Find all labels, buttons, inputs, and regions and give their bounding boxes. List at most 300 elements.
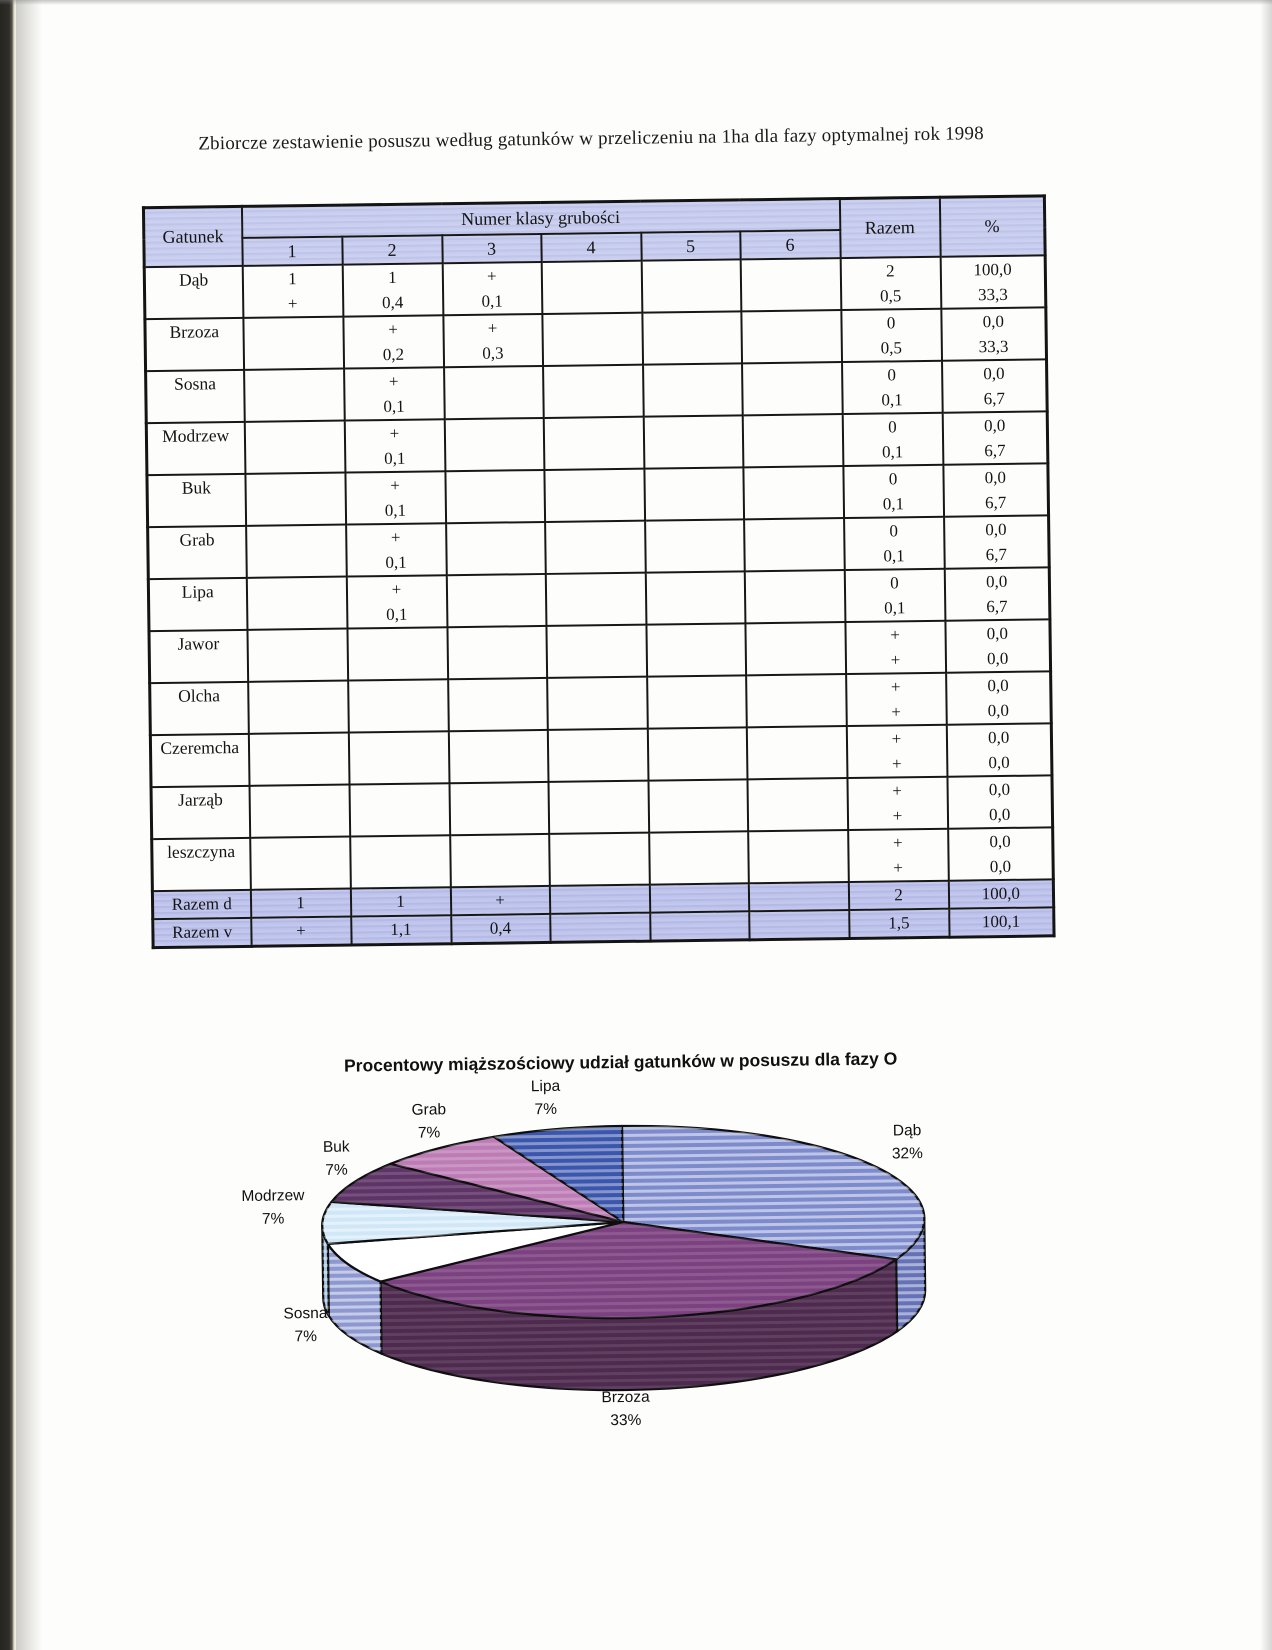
cell-line: [244, 318, 342, 344]
totals-label: Razem v: [153, 918, 251, 948]
cell-line: [545, 495, 643, 521]
class-1-cell: [244, 421, 345, 474]
cell-line: [748, 779, 846, 805]
scan-edge-artifact-left: [0, 0, 16, 1650]
percent-cell: [946, 723, 1052, 776]
cell-line: 0: [887, 365, 897, 385]
percent-cell: [945, 619, 1051, 672]
cell-line: [549, 782, 647, 808]
cell-line: 0,1: [384, 500, 407, 521]
cell-line: [645, 493, 742, 519]
cell-line: 1: [388, 267, 397, 287]
pie-label-name: Modrzew: [241, 1187, 305, 1205]
cell-line: [749, 856, 847, 882]
class-3-cell: [448, 678, 548, 731]
cell-line: [743, 415, 841, 441]
cell-line: 0,0: [983, 363, 1005, 384]
cell-line: [245, 395, 343, 421]
cell-line: +: [890, 650, 901, 670]
cell-line: [445, 419, 542, 445]
cell-line: [747, 700, 845, 726]
class-6-cell: [742, 362, 843, 415]
percent-cell: [943, 463, 1049, 516]
percent-total: 100,0: [948, 879, 1053, 908]
cell-line: 0,1: [386, 604, 408, 625]
cell-line: 0,0: [984, 467, 1007, 488]
cell-line: [350, 784, 448, 810]
cell-line: [649, 805, 746, 831]
cell-line: [650, 832, 747, 858]
pie-label-percent: 7%: [294, 1328, 318, 1346]
class-3-cell: [446, 522, 546, 575]
pie-slice-label-Buk: [323, 1136, 350, 1182]
cell-line: +: [389, 423, 400, 443]
cell-line: [449, 704, 546, 730]
cell-line: 6,7: [984, 440, 1006, 461]
species-name-cell: [150, 734, 249, 787]
cell-line: [747, 675, 845, 701]
cell-line: 0,4: [381, 292, 404, 313]
class-3-cell: [443, 314, 543, 367]
class-6-total: [748, 882, 848, 911]
class-2-cell: [350, 835, 451, 888]
cell-line: [351, 836, 449, 862]
cell-line: [249, 707, 347, 733]
class-3-cell: [450, 834, 550, 887]
cell-line: +: [891, 702, 902, 722]
cell-line: 0,0: [986, 623, 1009, 644]
cell-line: [446, 471, 543, 497]
class-5-cell: [645, 571, 745, 624]
cell-line: 0,0: [987, 675, 1009, 696]
cell-line: +: [892, 781, 903, 801]
percent-cell: [942, 359, 1048, 412]
cell-line: 0,0: [988, 804, 1011, 825]
class-2-cell: [346, 575, 447, 628]
class-1-cell: [243, 317, 344, 370]
cell-line: 0,1: [383, 396, 405, 417]
class-5-cell: [647, 727, 747, 780]
cell-line: [348, 653, 446, 679]
cell-line: 0: [888, 417, 897, 437]
col-header-klasa-2: 2: [342, 235, 442, 264]
class-5-cell: [648, 779, 748, 832]
cell-line: [544, 391, 642, 417]
cell-line: [447, 575, 544, 601]
razem-cell: [840, 257, 941, 310]
cell-line: +: [891, 729, 902, 749]
cell-line: 6,7: [983, 388, 1006, 409]
col-header-klasa-1: 1: [242, 237, 342, 266]
cell-line: [550, 859, 648, 885]
class-3-total: +: [450, 886, 549, 915]
class-2-cell: [345, 471, 446, 524]
cell-line: [649, 780, 746, 806]
species-name: Buk: [181, 477, 212, 498]
cell-line: [644, 364, 741, 390]
cell-line: [547, 626, 645, 652]
cell-line: +: [892, 806, 903, 826]
class-6-cell: [740, 258, 841, 311]
cell-line: [349, 680, 447, 706]
cell-line: [648, 676, 745, 702]
class-3-cell: [447, 626, 547, 679]
cell-line: [248, 630, 346, 656]
cell-line: [448, 627, 545, 653]
class-4-cell: [546, 625, 647, 678]
cell-line: 2: [885, 261, 895, 281]
cell-line: [647, 624, 744, 650]
species-name: Lipa: [181, 581, 214, 602]
cell-line: [645, 441, 742, 467]
cell-line: 0: [888, 469, 898, 489]
class-4-cell: [547, 729, 648, 782]
class-3-total: 0,4: [451, 914, 550, 944]
cell-line: 0,0: [986, 648, 1009, 669]
species-name-cell: [146, 422, 245, 475]
cell-line: [643, 337, 740, 363]
cell-line: +: [388, 319, 398, 339]
class-1-cell: [250, 837, 351, 890]
percent-cell: [944, 515, 1050, 568]
class-1-cell: [244, 369, 345, 422]
cell-line: +: [487, 318, 498, 338]
class-4-cell: [544, 469, 645, 522]
col-header-razem: Razem: [839, 197, 940, 258]
class-4-cell: [545, 573, 646, 626]
class-3-cell: [442, 262, 542, 315]
class-5-cell: [643, 363, 743, 416]
pie-label-percent: 32%: [891, 1145, 924, 1163]
species-name-cell: [146, 370, 245, 423]
class-1-cell: [246, 577, 347, 630]
cell-line: +: [890, 625, 901, 645]
cell-line: 0: [890, 573, 899, 593]
class-1-cell: [245, 473, 346, 526]
pie-chart-canvas: [3, 1031, 1272, 1508]
species-name: Grab: [179, 529, 215, 550]
col-header-percent: %: [939, 196, 1045, 257]
percent-cell: [946, 671, 1052, 724]
razem-cell: [844, 569, 945, 622]
cell-line: [743, 388, 841, 414]
cell-line: [350, 809, 448, 835]
col-header-klasa-5: 5: [641, 231, 740, 260]
cell-line: [249, 682, 347, 708]
cell-line: 0,0: [987, 727, 1010, 748]
cell-line: [348, 628, 446, 654]
razem-total: 2: [848, 881, 948, 910]
species-name-cell: [144, 266, 243, 319]
percent-total: 100,1: [949, 907, 1054, 937]
class-3-cell: [446, 574, 546, 627]
class-2-cell: [342, 263, 443, 316]
class-2-cell: [346, 523, 447, 576]
cell-line: [447, 548, 544, 574]
class-6-cell: [746, 674, 847, 727]
cell-line: [250, 759, 348, 785]
cell-line: [449, 731, 546, 757]
cell-line: [247, 578, 345, 604]
cell-line: [548, 730, 646, 756]
cell-line: 0,0: [985, 571, 1008, 592]
cell-line: [650, 857, 747, 883]
cell-line: [446, 444, 543, 470]
cell-line: [749, 831, 847, 857]
cell-line: [350, 757, 448, 783]
pie-label-name: Lipa: [530, 1077, 561, 1096]
percent-cell: [940, 255, 1046, 308]
class-4-cell: [543, 365, 644, 418]
pie-label-percent: 7%: [534, 1100, 558, 1119]
cell-line: 0,0: [989, 856, 1012, 877]
class-1-cell: [248, 733, 349, 786]
cell-line: 6,7: [985, 544, 1008, 565]
cell-line: [646, 545, 743, 571]
cell-line: +: [486, 266, 497, 286]
cell-line: [251, 838, 349, 864]
cell-line: [546, 522, 644, 548]
razem-cell: [848, 829, 949, 882]
cell-line: [545, 470, 643, 496]
cell-line: [748, 804, 846, 830]
cell-line: [649, 753, 746, 779]
cell-line: [745, 519, 843, 545]
cell-line: 0,0: [989, 831, 1011, 852]
cell-line: [647, 649, 744, 675]
class-4-cell: [547, 677, 648, 730]
cell-line: +: [390, 527, 401, 547]
cell-line: 0,5: [880, 338, 903, 358]
razem-cell: [846, 673, 947, 726]
cell-line: 0,1: [883, 546, 905, 566]
cell-line: [445, 367, 542, 393]
cell-line: [745, 571, 843, 597]
cell-line: [244, 343, 342, 369]
cell-line: 33,3: [978, 336, 1009, 357]
class-5-cell: [649, 831, 749, 884]
cell-line: [546, 547, 644, 573]
cell-line: [450, 808, 547, 834]
cell-line: [449, 679, 546, 705]
cell-line: [250, 811, 348, 837]
cell-line: [741, 259, 839, 285]
cell-line: [644, 416, 741, 442]
razem-cell: [846, 725, 947, 778]
class-5-cell: [645, 519, 745, 572]
cell-line: [643, 285, 740, 311]
class-1-cell: [246, 525, 347, 578]
cell-line: 100,0: [973, 259, 1012, 280]
cell-line: +: [891, 754, 902, 774]
class-2-total: 1,1: [351, 915, 451, 945]
class-2-cell: [344, 367, 445, 420]
class-6-cell: [746, 726, 847, 779]
cell-line: [746, 623, 844, 649]
pie-label-percent: 7%: [261, 1210, 285, 1228]
cell-line: [645, 468, 742, 494]
cell-line: [742, 284, 840, 310]
cell-line: [647, 597, 744, 623]
species-name-cell: [145, 318, 244, 371]
class-4-cell: [542, 313, 643, 366]
class-4-cell: [541, 261, 642, 314]
cell-line: 6,7: [986, 596, 1008, 617]
species-name-cell: [148, 526, 247, 579]
cell-line: 0,1: [881, 390, 903, 410]
class-6-cell: [743, 466, 844, 519]
percent-cell: [948, 827, 1054, 880]
col-header-klasa-6: 6: [740, 230, 840, 259]
cell-line: [646, 572, 743, 598]
cell-line: [648, 701, 745, 727]
drywood-summary-table: [142, 194, 1056, 949]
cell-line: [742, 336, 840, 362]
cell-line: [349, 732, 447, 758]
cell-line: +: [892, 833, 903, 853]
cell-line: [542, 262, 640, 288]
pie-label-name: Grab: [411, 1101, 447, 1119]
class-4-cell: [548, 781, 649, 834]
pie-label-name: Buk: [322, 1138, 350, 1156]
cell-line: [543, 314, 641, 340]
class-4-cell: [545, 521, 646, 574]
cell-line: 0,1: [383, 448, 406, 469]
class-1-cell: [249, 785, 350, 838]
cell-line: 0,3: [482, 343, 504, 363]
cell-line: [251, 863, 349, 889]
cell-line: [548, 678, 646, 704]
cell-line: [446, 496, 543, 522]
species-name-cell: [149, 630, 248, 683]
cell-line: [246, 447, 344, 473]
class-5-cell: [644, 467, 744, 520]
razem-cell: [843, 465, 944, 518]
chart-title: Procentowy miąższościowy udział gatunków w posuszu dla fazy O: [343, 1048, 898, 1076]
class-5-cell: [642, 311, 742, 364]
pie-label-name: Sosna: [283, 1304, 328, 1323]
species-name: Sosna: [173, 373, 217, 394]
cell-line: 0,0: [987, 700, 1010, 721]
class-5-cell: [641, 259, 741, 312]
class-3-cell: [448, 730, 548, 783]
cell-line: +: [890, 677, 901, 697]
class-6-cell: [745, 622, 846, 675]
class-3-cell: [445, 470, 545, 523]
species-name-cell: [148, 578, 247, 631]
cell-line: [448, 652, 545, 678]
class-1-cell: [247, 629, 348, 682]
cell-line: [448, 600, 545, 626]
cell-line: [246, 474, 344, 500]
class-5-cell: [646, 623, 746, 676]
species-name: Jarząb: [177, 789, 223, 810]
document-title: Zbiorcze zestawienie posuszu według gatunków w przeliczeniu na 1ha dla fazy optymalnej rok 1998: [198, 123, 984, 155]
pie-slice-label-Brzoza: [601, 1386, 650, 1433]
class-6-cell: [747, 778, 848, 831]
cell-line: 0,1: [481, 291, 503, 311]
class-3-cell: [444, 418, 544, 471]
species-name-cell: [152, 838, 251, 891]
cell-line: [744, 467, 842, 493]
cell-line: [746, 596, 844, 622]
class-6-cell: [744, 518, 845, 571]
species-name-cell: [151, 786, 250, 839]
cell-line: [245, 422, 343, 448]
cell-line: [447, 523, 544, 549]
pie-slice-label-Lipa: [531, 1075, 561, 1121]
cell-line: [743, 363, 841, 389]
percent-cell: [944, 567, 1050, 620]
percent-cell: [942, 411, 1048, 464]
col-header-klasa-3: 3: [442, 234, 541, 263]
scan-edge-artifact-right: [1260, 0, 1272, 1650]
cell-line: [450, 756, 547, 782]
class-6-total: [749, 910, 849, 940]
cell-line: [245, 370, 343, 396]
class-4-cell: [543, 417, 644, 470]
cell-line: [544, 366, 642, 392]
razem-cell: [844, 517, 945, 570]
cell-line: [644, 389, 741, 415]
cell-line: [643, 312, 740, 338]
cell-line: 0,2: [382, 344, 405, 365]
cell-line: 6,7: [984, 492, 1007, 513]
class-4-total: [549, 885, 649, 914]
class-2-cell: [348, 731, 449, 784]
pie-label-percent: 7%: [417, 1124, 441, 1142]
class-3-cell: [444, 366, 544, 419]
cell-line: [746, 648, 844, 674]
cell-line: [450, 783, 547, 809]
class-5-total: [650, 911, 749, 941]
pie-label-percent: 33%: [610, 1411, 642, 1430]
cell-line: [547, 599, 645, 625]
cell-line: [349, 705, 447, 731]
class-1-total: 1: [250, 889, 350, 918]
cell-line: 0,0: [983, 415, 1006, 436]
scan-edge-artifact-top: [0, 0, 1272, 5]
class-5-total: [649, 883, 748, 912]
class-2-cell: [343, 315, 444, 368]
razem-cell: [845, 621, 946, 674]
class-2-total: 1: [350, 887, 450, 916]
class-1-cell: [242, 265, 343, 318]
pie-slice-label-Dąb: [891, 1119, 923, 1165]
species-name: Czeremcha: [160, 736, 240, 759]
cell-line: 0,0: [982, 311, 1005, 332]
class-3-cell: [449, 782, 549, 835]
species-name: Olcha: [178, 685, 221, 706]
cell-line: 0,1: [385, 552, 407, 573]
percent-cell: [941, 307, 1047, 360]
cell-line: 33,3: [977, 284, 1008, 305]
cell-line: [744, 492, 842, 518]
cell-line: 0,0: [988, 779, 1011, 800]
scan-edge-shadow: [16, 0, 42, 1650]
razem-cell: [842, 413, 943, 466]
species-name: leszczyna: [166, 841, 236, 862]
cell-line: [546, 574, 644, 600]
class-6-cell: [748, 830, 849, 883]
cell-line: [548, 703, 646, 729]
cell-line: 0,1: [883, 598, 906, 618]
col-header-klasa-4: 4: [541, 233, 641, 262]
cell-line: [247, 551, 345, 577]
species-name: Dąb: [178, 269, 209, 290]
cell-line: [250, 786, 348, 812]
cell-line: [543, 339, 641, 365]
